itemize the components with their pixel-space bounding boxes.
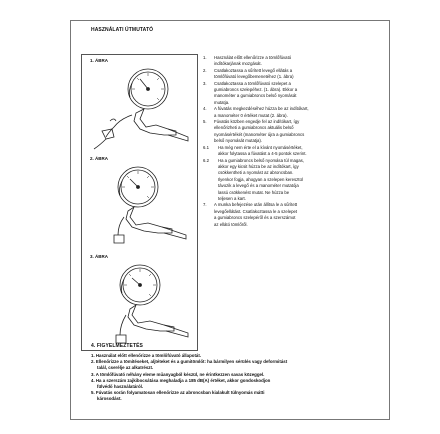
step-line: Fúvatás közben engedje fel az indítókart, így: [214, 119, 300, 125]
step-line: csökkentheti a nyomást az abroncsban.: [218, 170, 294, 176]
step-line: gumiabroncs szelepéhez. (1. ábra). Ekkor a: [214, 87, 298, 93]
step-line: távozik a levegő és a manométer mutatója: [218, 183, 299, 189]
step-line: akkor folytassa a fúvatást a 4-5 pontok szerint.: [218, 151, 307, 157]
step-item: [202, 158, 387, 203]
warning-line: fülvédő használatáról.: [97, 384, 144, 390]
step-line: levegőellátást. Csatlakoztassa le a szelepet: [214, 208, 298, 214]
step-line: A fúvatás megkezdéséhez húzza be az indítókart,: [214, 106, 309, 112]
instructions-heading: HASZNÁLATI ÚTMUTATÓ: [91, 27, 154, 33]
step-number: 6.2: [203, 157, 209, 163]
step-item: [202, 106, 387, 119]
step-item: [202, 202, 387, 228]
step-line: nyomásértékét (manométer újra a gumiabroncs: [214, 131, 305, 137]
step-item: [202, 55, 387, 68]
manual-page: [70, 20, 390, 420]
step-item: [202, 68, 387, 81]
step-line: Ha még nem érte el a kívánt nyomásértéket,: [218, 144, 303, 150]
warning-line: talál, cserélje az alkatrészt.: [97, 365, 154, 371]
figure-1-label: 1. ÁBRA: [90, 58, 109, 63]
step-number: 4.: [203, 106, 207, 112]
warning-line: 2. Ellenőrizze a tömítéseket, aljtéteket és a gumitömlőt: ha bármilyen sérülés vagy deformitást: [91, 359, 288, 365]
step-line: A munka befejezése után állítsa le a sűrített: [214, 202, 298, 208]
step-line: Ha a gumiabroncs belső nyomása túl magas,: [218, 157, 304, 163]
step-line: belső nyomását mutatja).: [214, 138, 263, 144]
figure-2: [84, 155, 196, 250]
step-line: akkor egy kicsit húzza be az indítókart, így: [218, 163, 299, 169]
tire-inflator-illustration-3: [84, 253, 196, 348]
figure-3: [84, 253, 196, 348]
step-line: lassú csökkenést mutat. Ne húzza be: [218, 189, 290, 195]
step-line: a manométer 0 értéket mutat (2. ábra).: [214, 112, 288, 118]
step-number: 2.: [203, 67, 207, 73]
figure-3-label: 3. ÁBRA: [90, 254, 109, 259]
step-line: Csatlakoztassa a tömlőfúvató szelepet a: [214, 80, 291, 86]
warning-line: 5. Fúvatás során folyamatosan ellenőrizze az abroncsban kialakult túlnyomás mátti: [91, 390, 265, 396]
step-item: [202, 119, 387, 145]
warning-line: 1. Használat előtt ellenőrizze a tömlőfúvató állapotát.: [91, 353, 202, 358]
step-item: [202, 81, 387, 107]
step-number: 7.: [203, 202, 207, 208]
figure-2-label: 2. ÁBRA: [90, 156, 109, 161]
step-number: 6.1: [203, 144, 209, 150]
step-line: az ellátó tömlőről.: [214, 221, 248, 227]
step-number: 5.: [203, 119, 207, 125]
step-line: mutatja.: [214, 99, 230, 105]
tire-inflator-illustration-1: [84, 57, 196, 152]
step-line: teljesen a kart.: [218, 195, 246, 201]
step-line: ellenőrizheti a gumiabroncs aktuális belső: [214, 125, 294, 131]
step-number: 3.: [203, 80, 207, 86]
step-line: Használat előtt ellenőrizze a tömlőfúvató: [214, 55, 292, 60]
warnings-list: [91, 353, 381, 403]
instruction-steps: [202, 55, 387, 228]
step-line: Ilyenkor fogja, ahogyan a szelepen keresztül: [218, 176, 303, 182]
step-line: indítókarjának mozgását.: [214, 61, 262, 67]
step-line: Csatlakoztassa a sűrített levegő ellátás a: [214, 67, 293, 73]
step-number: 1.: [203, 55, 207, 60]
warning-line: 4. Ha a szerszám zajkibocsátása meghaladja a 185 dB(A) értéket, akkor gondoskodjon: [91, 377, 271, 383]
warning-line: 3. A tömlőfúvató néhány eleme műanyagból készül, ne érintkezzen savas közeggel.: [91, 371, 265, 377]
figure-1: [84, 57, 196, 152]
warnings-heading: 4. FIGYELMEZTETÉS: [91, 343, 143, 349]
step-line: tömlőfúvató levegőbemenetéhez (1. ábra): [214, 74, 294, 80]
step-item: [202, 145, 387, 158]
warning-line: károsodást.: [97, 396, 122, 402]
step-line: a gumiabroncs szelepéről és a szerszámot: [214, 215, 296, 221]
step-line: manométer a gumiabroncs belső nyomását: [214, 93, 297, 99]
figures-frame: [81, 54, 198, 351]
tire-inflator-illustration-2: [84, 155, 196, 250]
